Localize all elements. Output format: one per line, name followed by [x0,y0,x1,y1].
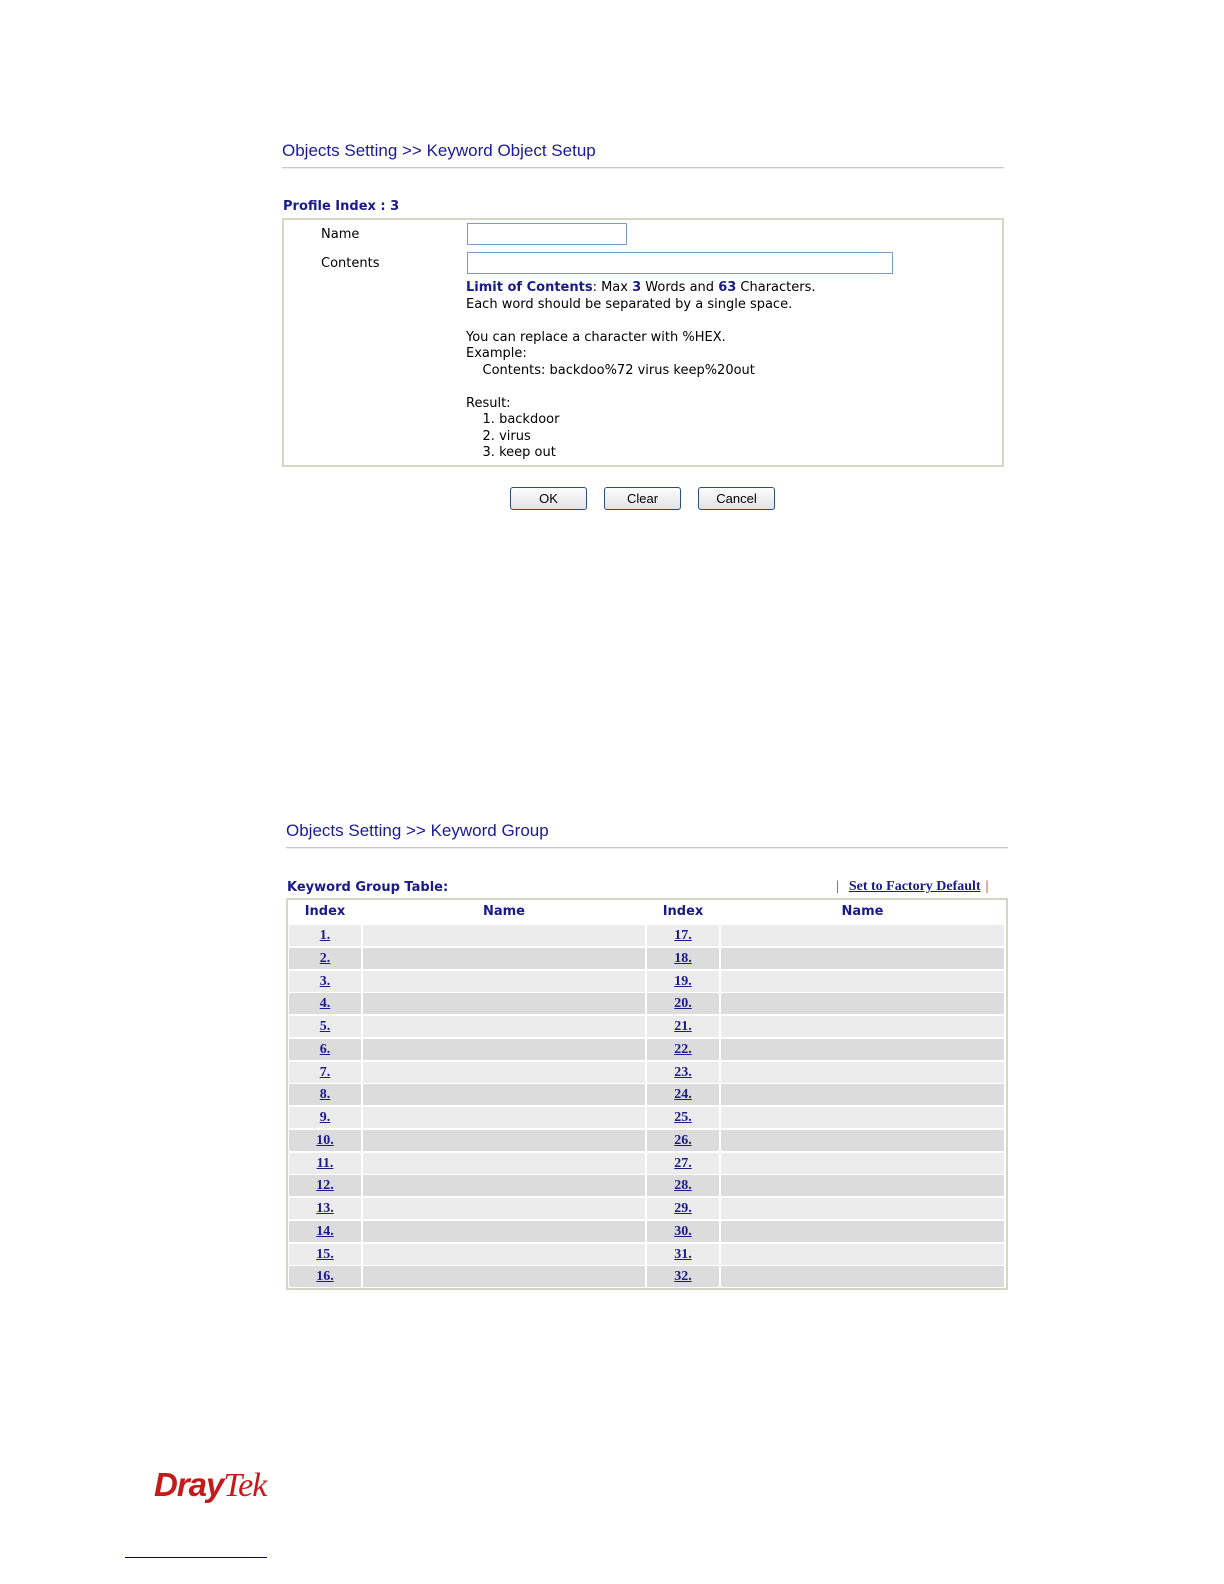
table-row [289,1016,1004,1037]
name-cell [721,925,1004,946]
name-cell [721,1107,1004,1128]
index-link[interactable]: 11. [289,1153,361,1174]
divider-bar: | [836,879,839,894]
name-cell [363,1084,645,1105]
index-link[interactable]: 6. [289,1039,361,1060]
name-label: Name [321,227,360,242]
factory-default-area [836,879,988,895]
index-link[interactable]: 29. [647,1198,719,1219]
name-cell [363,1130,645,1151]
index-link[interactable]: 10. [289,1130,361,1151]
table-row [289,925,1004,946]
index-link[interactable]: 4. [289,993,361,1014]
separator-note: Each word should be separated by a single space. [466,297,793,312]
index-link[interactable]: 32. [647,1266,719,1287]
index-link[interactable]: 13. [289,1198,361,1219]
table-row [289,1266,1004,1287]
name-cell [363,1198,645,1219]
profile-index-label: Profile Index : 3 [283,199,400,214]
index-link[interactable]: 18. [647,948,719,969]
name-cell [721,971,1004,992]
title-divider [286,847,1008,849]
limit-label: Limit of Contents [466,280,593,295]
chars-suffix: Characters. [736,280,816,295]
draytek-logo [154,1466,266,1505]
example-label: Example: [466,346,527,361]
set-factory-default-link[interactable]: Set to Factory Default [848,879,981,894]
table-row [289,1062,1004,1083]
hex-note: You can replace a character with %HEX. [466,330,726,345]
index-link[interactable]: 17. [647,925,719,946]
name-cell [721,1244,1004,1265]
max-words: 3 [632,280,642,295]
index-link[interactable]: 15. [289,1244,361,1265]
column-header-index: Index [304,904,346,919]
name-cell [363,948,645,969]
table-row [289,1198,1004,1219]
result-item: 1. backdoor [466,412,560,427]
page-title-setup: Objects Setting >> Keyword Object Setup [282,141,596,160]
index-link[interactable]: 5. [289,1016,361,1037]
words-mid: Words and [641,280,719,295]
name-cell [363,925,645,946]
index-link[interactable]: 7. [289,1062,361,1083]
name-cell [721,993,1004,1014]
index-link[interactable]: 27. [647,1153,719,1174]
index-link[interactable]: 14. [289,1221,361,1242]
table-row [289,1244,1004,1265]
index-link[interactable]: 21. [647,1016,719,1037]
index-link[interactable]: 19. [647,971,719,992]
limit-note [466,280,816,297]
name-cell [363,1062,645,1083]
limit-pre: : Max [592,280,633,295]
table-row [289,1107,1004,1128]
clear-button[interactable]: Clear [604,487,681,510]
name-cell [721,1016,1004,1037]
name-cell [721,1221,1004,1242]
table-row [289,1084,1004,1105]
name-cell [363,1266,645,1287]
index-link[interactable]: 3. [289,971,361,992]
index-link[interactable]: 1. [289,925,361,946]
column-header-name: Name [482,904,525,919]
table-row [289,1221,1004,1242]
index-link[interactable]: 12. [289,1175,361,1196]
name-cell [721,1130,1004,1151]
ok-button[interactable]: OK [510,487,587,510]
contents-label: Contents [321,256,380,271]
name-cell [721,1062,1004,1083]
index-link[interactable]: 31. [647,1244,719,1265]
result-item: 2. virus [466,429,531,444]
name-cell [721,1084,1004,1105]
name-cell [363,1221,645,1242]
index-link[interactable]: 20. [647,993,719,1014]
table-row [289,948,1004,969]
contents-input[interactable] [467,252,893,274]
result-item: 3. keep out [466,445,556,460]
column-header-index: Index [662,904,704,919]
index-link[interactable]: 23. [647,1062,719,1083]
index-link[interactable]: 8. [289,1084,361,1105]
name-cell [363,971,645,992]
table-row [289,1153,1004,1174]
max-chars: 63 [718,280,737,295]
index-link[interactable]: 30. [647,1221,719,1242]
logo-text-dray: Dray [154,1466,224,1503]
index-link[interactable]: 2. [289,948,361,969]
name-input[interactable] [467,223,627,245]
name-cell [721,1153,1004,1174]
name-cell [363,993,645,1014]
footer-divider [125,1557,267,1558]
name-cell [363,1153,645,1174]
example-contents: Contents: backdoo%72 virus keep%20out [466,363,755,378]
logo-text-tek: Tek [223,1467,267,1504]
table-caption: Keyword Group Table: [287,880,449,895]
table-row [289,993,1004,1014]
name-cell [363,1244,645,1265]
index-link[interactable]: 9. [289,1107,361,1128]
page-title-group: Objects Setting >> Keyword Group [286,821,549,840]
cancel-button[interactable]: Cancel [698,487,775,510]
index-link[interactable]: 25. [647,1107,719,1128]
column-header-name: Name [841,904,884,919]
name-cell [363,1039,645,1060]
index-link[interactable]: 24. [647,1084,719,1105]
index-link[interactable]: 26. [647,1130,719,1151]
name-cell [721,1039,1004,1060]
result-label: Result: [466,396,511,411]
name-cell [363,1107,645,1128]
table-row [289,1175,1004,1196]
table-row [289,1130,1004,1151]
name-cell [363,1175,645,1196]
name-cell [721,1198,1004,1219]
title-divider [282,167,1004,169]
name-cell [721,1175,1004,1196]
index-link[interactable]: 16. [289,1266,361,1287]
divider-bar: | [985,879,989,894]
name-cell [363,1016,645,1037]
index-link[interactable]: 28. [647,1175,719,1196]
name-cell [721,1266,1004,1287]
table-row [289,971,1004,992]
index-link[interactable]: 22. [647,1039,719,1060]
name-cell [721,948,1004,969]
table-row [289,1039,1004,1060]
